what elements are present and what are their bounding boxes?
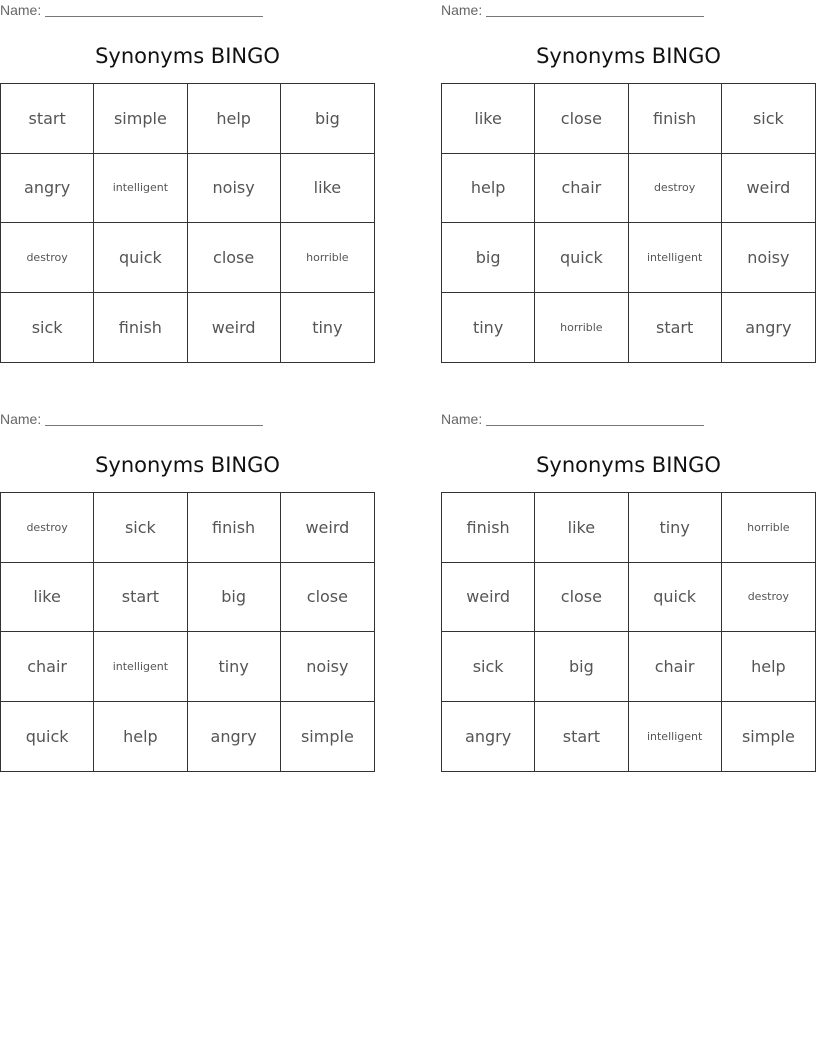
- bingo-cell[interactable]: help: [188, 84, 281, 154]
- card-title: Synonyms BINGO: [95, 453, 280, 477]
- bingo-cell[interactable]: tiny: [442, 293, 535, 363]
- bingo-cell[interactable]: simple: [741, 726, 795, 746]
- bingo-cell[interactable]: sick: [94, 493, 187, 563]
- bingo-cell[interactable]: help: [94, 702, 187, 772]
- bingo-cell[interactable]: close: [535, 563, 628, 633]
- bingo-cell[interactable]: chair: [535, 154, 628, 224]
- bingo-cell[interactable]: sick: [442, 632, 535, 702]
- name-label: Name:: [441, 2, 483, 18]
- bingo-cell[interactable]: simple: [300, 726, 354, 746]
- bingo-cell[interactable]: finish: [188, 493, 281, 563]
- bingo-cell[interactable]: noisy: [722, 223, 815, 293]
- bingo-grid: [0, 83, 375, 363]
- name-label: Name:: [0, 411, 42, 427]
- name-field[interactable]: [0, 1, 263, 19]
- bingo-cell[interactable]: angry: [745, 317, 792, 337]
- bingo-cell[interactable]: quick: [94, 223, 187, 293]
- bingo-cell[interactable]: like: [535, 493, 628, 563]
- bingo-cell[interactable]: finish: [94, 293, 187, 363]
- bingo-cell[interactable]: close: [281, 563, 374, 633]
- bingo-cell[interactable]: horrible: [281, 223, 374, 293]
- bingo-cell[interactable]: intelligent: [94, 632, 187, 702]
- bingo-cell[interactable]: like: [442, 84, 535, 154]
- bingo-cell[interactable]: close: [188, 223, 281, 293]
- bingo-cell[interactable]: big: [281, 84, 374, 154]
- bingo-cell[interactable]: sick: [722, 84, 815, 154]
- bingo-cell[interactable]: tiny: [188, 632, 281, 702]
- name-blank-line[interactable]: [45, 1, 263, 17]
- bingo-cell[interactable]: destroy: [629, 154, 722, 224]
- name-label: Name:: [441, 411, 483, 427]
- bingo-cell[interactable]: destroy: [1, 223, 94, 293]
- bingo-cell[interactable]: destroy: [1, 493, 94, 563]
- bingo-cell[interactable]: intelligent: [629, 223, 722, 293]
- bingo-cell[interactable]: noisy: [188, 154, 281, 224]
- bingo-cell[interactable]: tiny: [312, 317, 343, 337]
- bingo-cell[interactable]: like: [281, 154, 374, 224]
- bingo-cell[interactable]: help: [442, 154, 535, 224]
- bingo-grid: [0, 492, 375, 772]
- bingo-card: [441, 409, 816, 774]
- card-title: Synonyms BINGO: [95, 44, 280, 68]
- bingo-cell[interactable]: horrible: [722, 493, 815, 563]
- bingo-cell[interactable]: angry: [188, 702, 281, 772]
- card-title: Synonyms BINGO: [536, 453, 721, 477]
- bingo-cell[interactable]: angry: [1, 154, 94, 224]
- bingo-cell[interactable]: intelligent: [94, 154, 187, 224]
- bingo-cell[interactable]: finish: [442, 493, 535, 563]
- bingo-cell[interactable]: intelligent: [629, 702, 722, 772]
- bingo-cell[interactable]: quick: [1, 702, 94, 772]
- bingo-card: [0, 0, 375, 365]
- name-label: Name:: [0, 2, 42, 18]
- bingo-cell[interactable]: big: [442, 223, 535, 293]
- bingo-grid: [441, 83, 816, 363]
- bingo-cell[interactable]: simple: [94, 84, 187, 154]
- name-blank-line[interactable]: [486, 410, 704, 426]
- name-blank-line[interactable]: [486, 1, 704, 17]
- bingo-cell[interactable]: quick: [629, 563, 722, 633]
- bingo-cell[interactable]: tiny: [629, 493, 722, 563]
- bingo-cell[interactable]: start: [1, 84, 94, 154]
- bingo-grid: [441, 492, 816, 772]
- bingo-cell[interactable]: chair: [1, 632, 94, 702]
- bingo-cell[interactable]: like: [1, 563, 94, 633]
- bingo-cell[interactable]: sick: [1, 293, 94, 363]
- bingo-card: [0, 409, 375, 774]
- name-field[interactable]: [0, 410, 263, 428]
- bingo-cell[interactable]: noisy: [281, 632, 374, 702]
- bingo-cell[interactable]: destroy: [722, 563, 815, 633]
- name-blank-line[interactable]: [45, 410, 263, 426]
- bingo-cell[interactable]: angry: [442, 702, 535, 772]
- name-field[interactable]: [441, 410, 704, 428]
- bingo-cell[interactable]: start: [629, 293, 722, 363]
- bingo-cell[interactable]: help: [722, 632, 815, 702]
- bingo-cell[interactable]: start: [94, 563, 187, 633]
- bingo-cell[interactable]: weird: [722, 154, 815, 224]
- card-title: Synonyms BINGO: [536, 44, 721, 68]
- bingo-cell[interactable]: big: [535, 632, 628, 702]
- bingo-cell[interactable]: quick: [535, 223, 628, 293]
- bingo-cell[interactable]: weird: [442, 563, 535, 633]
- name-field[interactable]: [441, 1, 704, 19]
- bingo-cell[interactable]: finish: [629, 84, 722, 154]
- bingo-cell[interactable]: start: [535, 702, 628, 772]
- bingo-cell[interactable]: big: [188, 563, 281, 633]
- bingo-card: [441, 0, 816, 365]
- bingo-cell[interactable]: horrible: [535, 293, 628, 363]
- bingo-cell[interactable]: close: [535, 84, 628, 154]
- bingo-cell[interactable]: weird: [281, 493, 374, 563]
- bingo-cell[interactable]: weird: [188, 293, 281, 363]
- bingo-cell[interactable]: chair: [629, 632, 722, 702]
